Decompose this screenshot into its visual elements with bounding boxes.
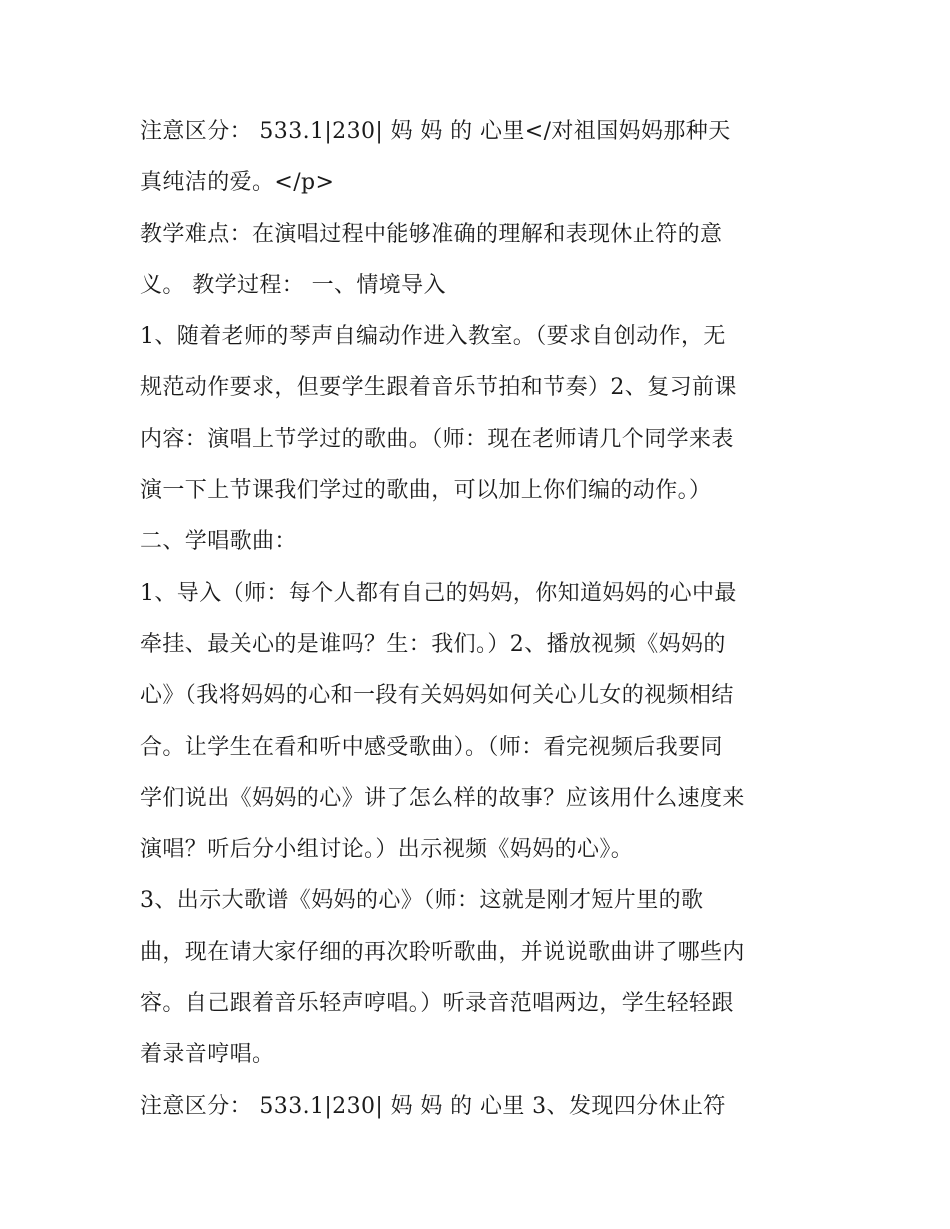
document-body	[140, 106, 820, 1132]
text-line: 内容：演唱上节学过的歌曲。（师：现在老师请几个同学来表	[140, 426, 734, 452]
section-heading: 二、学唱歌曲：	[140, 529, 297, 555]
text-line: 着录音哼唱。	[140, 1042, 275, 1068]
text-line: 义。 教学过程： 一、情境导入	[140, 272, 446, 298]
text-line: 1、导入（师：每个人都有自己的妈妈，你知道妈妈的心中最	[140, 580, 737, 606]
text-line: 3、出示大歌谱《妈妈的心》（师：这就是刚才短片里的歌	[140, 888, 704, 914]
text-line: 容。自己跟着音乐轻声哼唱。）听录音范唱两边，学生轻轻跟	[140, 991, 734, 1017]
text-line: 牵挂、最关心的是谁吗？生：我们。）2、播放视频《妈妈的	[140, 631, 726, 657]
text-line: 心》（我将妈妈的心和一段有关妈妈如何关心儿女的视频相结	[140, 683, 734, 709]
text-line: 曲，现在请大家仔细的再次聆听歌曲，并说说歌曲讲了哪些内	[140, 939, 745, 965]
text-line: 规范动作要求，但要学生跟着音乐节拍和节奏）2、复习前课	[140, 375, 737, 401]
text-line: 教学难点：在演唱过程中能够准确的理解和表现休止符的意	[140, 221, 723, 247]
text-line: 1、随着老师的琴声自编动作进入教室。（要求自创动作，无	[140, 324, 726, 350]
text-line: 学们说出《妈妈的心》讲了怎么样的故事？应该用什么速度来	[140, 785, 745, 811]
text-line: 合。让学生在看和听中感受歌曲）。（师：看完视频后我要同	[140, 734, 723, 760]
text-line: 演唱？听后分小组讨论。）出示视频《妈妈的心》。	[140, 837, 634, 863]
text-line: 注意区分： 533.1|230| 妈 妈 的 心里 3、发现四分休止符	[140, 1093, 726, 1119]
text-line: 真纯洁的爱。</p>	[140, 170, 335, 196]
text-line: 注意区分： 533.1|230| 妈 妈 的 心里</对祖国妈妈那种天	[140, 119, 731, 144]
text-line: 演一下上节课我们学过的歌曲，可以加上你们编的动作。）	[140, 478, 712, 504]
